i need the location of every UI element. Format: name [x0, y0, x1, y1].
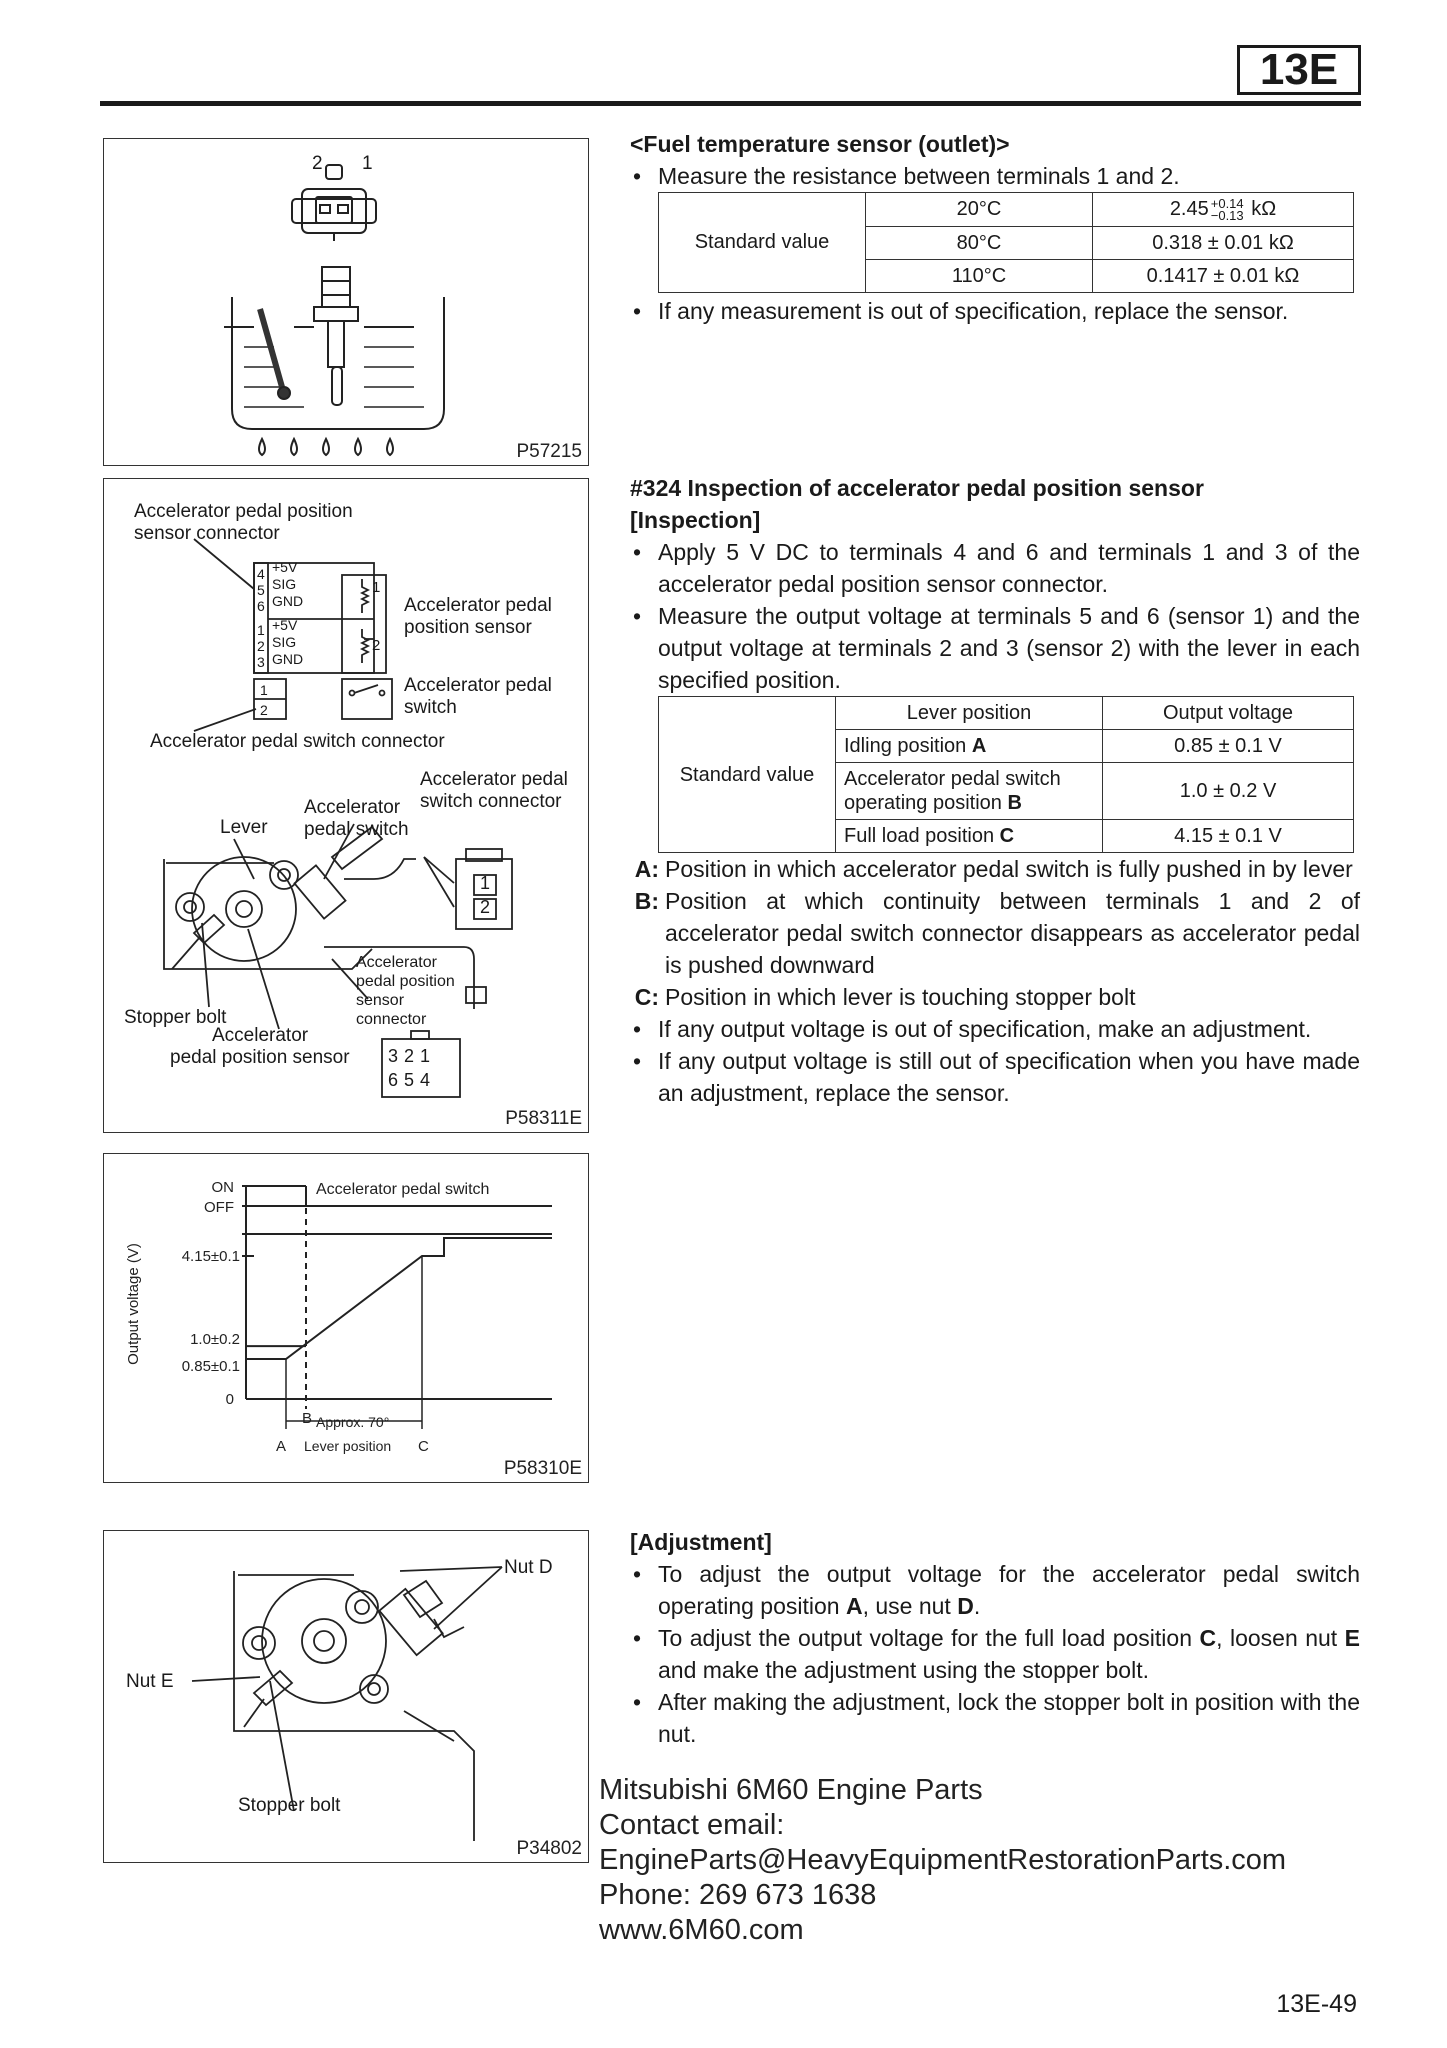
inspection-bullet-2: • Measure the output voltage at terminals 5 and 6 (sensor 1) and the output voltage at terminals 2 and 3 (sensor 2) with the lever in each specified position. — [630, 600, 1360, 696]
adj-text: To adjust the output voltage for the full load position — [658, 1625, 1200, 1651]
temp-cell: 80°C — [866, 226, 1093, 259]
inspection-section — [630, 472, 1360, 1109]
definition-text: Position at which continuity between terminals 1 and 2 of accelerator pedal switch connector disappears as accelerator pedal is pushed downward — [665, 888, 1360, 978]
switch-connector-label: Accelerator pedal switch connector — [150, 731, 445, 752]
switch-series-label: Accelerator pedal switch — [316, 1181, 490, 1198]
definition-c — [630, 981, 1360, 1013]
x-marker-c: C — [418, 1438, 429, 1455]
lever-pos-text: Full load position — [844, 825, 1000, 847]
output-voltage-chart — [104, 1154, 590, 1484]
lever-pos-cell — [836, 763, 1103, 820]
contact-line-2: Contact email: — [599, 1809, 785, 1841]
fuel-sensor-section — [630, 128, 1360, 327]
signal-sig-2: SIG — [272, 634, 297, 650]
switch-conn-pin-1: 1 — [480, 873, 491, 893]
contact-block — [599, 1773, 1286, 1948]
adj-text: , loosen nut — [1216, 1625, 1345, 1651]
adj-text: To adjust the output voltage for the accelerator pedal switch operating position — [658, 1561, 1360, 1619]
switch-off-label: OFF — [204, 1199, 234, 1216]
output-voltage-line — [246, 1238, 552, 1359]
definition-key: A: — [634, 856, 659, 882]
sensor-connector-label-3: sensor — [356, 992, 405, 1009]
apps-label-1: Accelerator pedal — [404, 595, 552, 616]
adj-text: and make the adjustment using the stopper bolt. — [658, 1657, 1149, 1683]
inspection-bullet-3: • If any output voltage is out of specification, make an adjustment. — [630, 1013, 1360, 1045]
definition-text: Position in which lever is touching stopper bolt — [665, 984, 1136, 1010]
x-marker-a: A — [276, 1438, 287, 1455]
figure-id: P58310E — [503, 1458, 582, 1479]
figure-fuel-temp-sensor — [103, 138, 589, 466]
adjustment-drawing — [104, 1531, 590, 1864]
switch-label-2: switch — [404, 697, 457, 718]
signal-sig-1: SIG — [272, 576, 297, 592]
lever-pos-text: Accelerator pedal switch operating position — [844, 768, 1061, 814]
lever-pos-cell — [836, 730, 1103, 763]
inspection-title: #324 Inspection of accelerator pedal position sensor — [630, 475, 1204, 501]
figure-id: P58311E — [505, 1108, 582, 1129]
stopper-bolt-label: Stopper bolt — [238, 1795, 341, 1816]
signal-5v-2: +5V — [272, 617, 298, 633]
lever-label: Lever — [220, 817, 268, 838]
pin-1: 1 — [257, 622, 265, 638]
sensor-connector-label-1: Accelerator — [356, 954, 437, 971]
conn-pin-5: 5 — [404, 1070, 421, 1090]
adjustment-section — [630, 1526, 1360, 1750]
figure-output-chart — [103, 1153, 589, 1483]
pin-2: 2 — [257, 638, 265, 654]
section-code-box: 13E — [1237, 45, 1361, 95]
adjustment-bullet-3 — [630, 1686, 1360, 1750]
standard-value-cell: Standard value — [659, 193, 866, 293]
header-rule — [100, 101, 1361, 106]
definition-key: B: — [634, 888, 659, 914]
switch-on-label: ON — [211, 1179, 234, 1196]
switch-pin-1: 1 — [260, 682, 268, 698]
apps-bottom-label-2: pedal position sensor — [170, 1047, 350, 1068]
nut-d-label: Nut D — [504, 1557, 553, 1578]
ytick-label: 0.85±0.1 — [181, 1358, 240, 1375]
switch-conn-pin-2: 2 — [480, 897, 491, 917]
pedal-switch-label-1: Accelerator — [304, 797, 401, 818]
value-unit: kΩ — [1245, 198, 1277, 220]
x-marker-b: B — [302, 1410, 313, 1427]
sensor-number-1: 1 — [372, 579, 381, 596]
output-cell: 4.15 ± 0.1 V — [1103, 820, 1354, 853]
definition-text: Position in which accelerator pedal switch is fully pushed in by lever — [665, 856, 1353, 882]
switch-connector2-label-2: switch connector — [420, 791, 562, 812]
definition-key-text: A — [634, 856, 652, 882]
stopper-bolt-label: Stopper bolt — [124, 1007, 227, 1028]
contact-email[interactable]: EngineParts@HeavyEquipmentRestorationParts.com — [599, 1844, 1287, 1876]
adj-text: After making the adjustment, lock the stopper bolt in position with the nut. — [658, 1689, 1360, 1747]
definition-key-text: C — [634, 984, 652, 1010]
apps-connector-label-1: Accelerator pedal position — [134, 501, 353, 522]
signal-5v-1: +5V — [272, 559, 298, 575]
conn-pin-4: 4 — [420, 1070, 437, 1090]
lever-pos-key: B — [1007, 792, 1022, 814]
definition-b — [630, 885, 1360, 981]
terminal-2-label: 2 — [312, 153, 323, 174]
conn-pins-top — [388, 1045, 436, 1067]
tolerance-plus: +0.14 — [1210, 195, 1244, 211]
temp-cell: 110°C — [866, 259, 1093, 292]
fuel-sensor-bullet-2: • If any measurement is out of specification, replace the sensor. — [630, 295, 1360, 327]
adj-key: C — [1199, 1625, 1217, 1651]
value-cell: 0.318 ± 0.01 kΩ — [1093, 226, 1354, 259]
x-axis-label: Lever position — [304, 1438, 392, 1454]
apps-label-2: position sensor — [404, 617, 532, 638]
apps-connector-label-2: sensor connector — [134, 523, 280, 544]
tolerance-minus: −0.13 — [1210, 207, 1244, 223]
conn-pin-3: 3 — [388, 1046, 405, 1066]
figure-id: P34802 — [516, 1838, 582, 1859]
apps-bottom-label-1: Accelerator — [212, 1025, 309, 1046]
conn-pin-1: 1 — [420, 1046, 437, 1066]
sensor-connector-label-4: connector — [356, 1011, 427, 1028]
contact-line-1: Mitsubishi 6M60 Engine Parts — [599, 1774, 983, 1806]
definition-a — [630, 853, 1360, 885]
figure-adjustment — [103, 1530, 589, 1863]
inspection-bullet-4: • If any output voltage is still out of specification when you have made an adjustment, replace the sensor. — [630, 1045, 1360, 1109]
fuel-sensor-title: <Fuel temperature sensor (outlet)> — [630, 131, 1010, 157]
conn-pins-bottom — [388, 1069, 436, 1091]
value-cell: 0.1417 ± 0.01 kΩ — [1093, 259, 1354, 292]
signal-gnd-2: GND — [272, 651, 304, 667]
adj-key: E — [1344, 1625, 1360, 1651]
switch-connector2-label-1: Accelerator pedal — [420, 769, 568, 790]
angle-label: Approx. 70° — [316, 1414, 390, 1430]
definition-key-text: B — [634, 888, 652, 914]
adj-key: A — [845, 1593, 863, 1619]
ytick-label: 4.15±0.1 — [181, 1248, 240, 1265]
sensor-connector-label-2: pedal position — [356, 973, 455, 990]
inspection-subtitle: [Inspection] — [630, 507, 761, 533]
lever-pos-key: C — [999, 825, 1015, 847]
contact-phone: Phone: 269 673 1638 — [599, 1879, 877, 1911]
output-cell: 1.0 ± 0.2 V — [1103, 763, 1354, 820]
fuel-sensor-bullet-1: • Measure the resistance between terminals 1 and 2. — [630, 160, 1360, 192]
adj-text: , use nut — [862, 1593, 958, 1619]
ytick-label: 1.0±0.2 — [190, 1331, 240, 1349]
pin-5: 5 — [257, 582, 265, 598]
figure-id: P57215 — [516, 441, 582, 462]
y-axis-label: Output voltage (V) — [125, 1243, 142, 1365]
signal-gnd-1: GND — [272, 593, 304, 609]
fuel-sensor-drawing — [104, 139, 590, 467]
pin-6: 6 — [257, 598, 265, 614]
value-main: 2.45 — [1169, 198, 1209, 220]
pin-3: 3 — [257, 654, 265, 670]
definition-key: C: — [634, 984, 659, 1010]
output-cell: 0.85 ± 0.1 V — [1103, 730, 1354, 763]
lever-pos-cell — [836, 820, 1103, 853]
adjustment-subtitle: [Adjustment] — [630, 1529, 772, 1555]
adjustment-bullet-2 — [630, 1622, 1360, 1686]
contact-website[interactable]: www.6M60.com — [599, 1914, 804, 1946]
page-number: 13E-49 — [1276, 1990, 1357, 2018]
ytick-label: 0 — [225, 1391, 234, 1408]
adj-key: D — [957, 1593, 974, 1619]
switch-label-1: Accelerator pedal — [404, 675, 552, 696]
temp-cell: 20°C — [866, 193, 1093, 227]
col-lever-header: Lever position — [836, 697, 1103, 730]
conn-pin-6: 6 — [388, 1070, 405, 1090]
value-cell — [1093, 193, 1354, 227]
sensor-number-2: 2 — [372, 637, 381, 654]
apps-output-table — [658, 696, 1354, 853]
lever-pos-key: A — [971, 735, 987, 757]
standard-value-cell: Standard value — [659, 697, 836, 853]
fuel-sensor-table — [658, 192, 1354, 293]
pedal-switch-label-2: pedal switch — [304, 819, 409, 840]
lever-pos-text: Idling position — [844, 735, 972, 757]
nut-e-label: Nut E — [126, 1671, 174, 1692]
adjustment-bullet-1 — [630, 1558, 1360, 1622]
tolerance — [1210, 195, 1244, 223]
pin-4: 4 — [257, 566, 265, 582]
terminal-1-label: 1 — [362, 153, 373, 174]
inspection-bullet-1: • Apply 5 V DC to terminals 4 and 6 and terminals 1 and 3 of the accelerator pedal position sensor connector. — [630, 536, 1360, 600]
figure-apps-wiring — [103, 478, 589, 1133]
col-output-header: Output voltage — [1103, 697, 1354, 730]
adj-text: . — [973, 1593, 981, 1619]
conn-pin-2: 2 — [404, 1046, 421, 1066]
switch-pin-2: 2 — [260, 702, 268, 718]
